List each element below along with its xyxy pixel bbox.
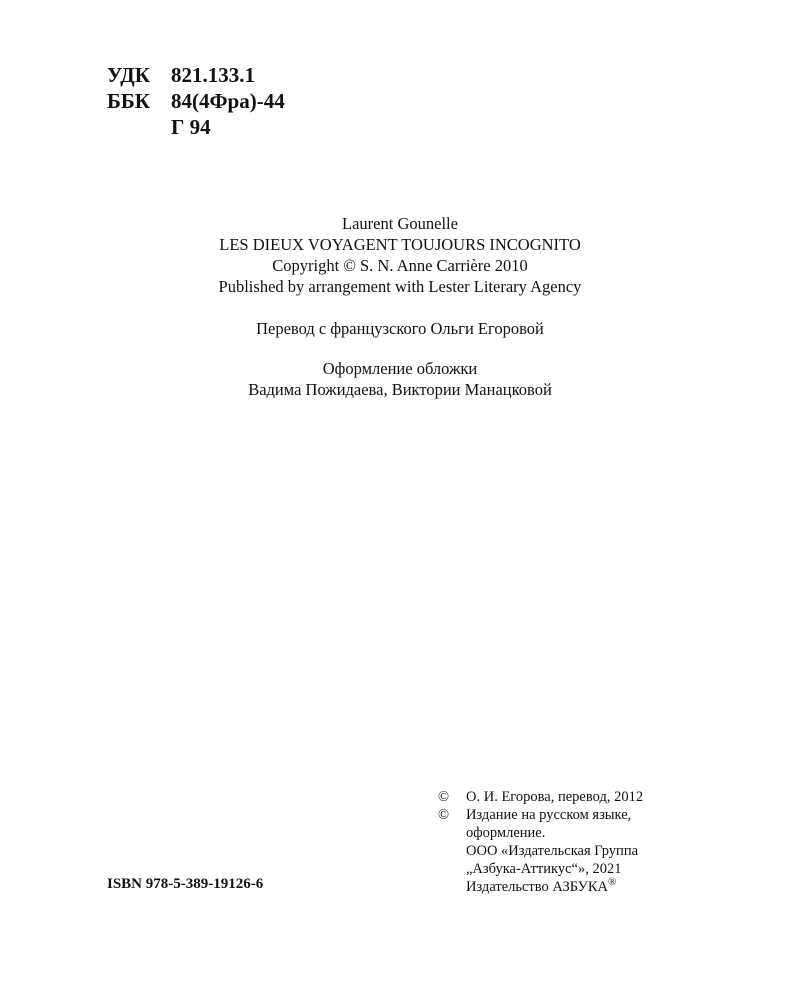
copyright-entry-body (466, 788, 643, 806)
copyright-line: Издание на русском языке, (466, 807, 632, 823)
bbk-label: ББК (107, 89, 150, 113)
cover-design-credit (0, 358, 800, 400)
original-edition-credits (0, 213, 800, 297)
registered-trademark-mark: ® (608, 876, 617, 889)
copyright-line-publisher (466, 878, 638, 896)
copyright-line: ООО «Издательская Группа (466, 843, 639, 859)
copyright-line: О. И. Егорова, перевод, 2012 (466, 789, 644, 805)
cover-design-line-2: Вадима Пожидаева, Виктории Манацковой (248, 380, 552, 399)
cover-design-line-1: Оформление обложки (322, 359, 478, 378)
copyright-entry-translation (438, 788, 643, 806)
udk-value: 821.133.1 (171, 63, 255, 87)
publisher-name: Издательство АЗБУКА (466, 879, 608, 895)
isbn: ISBN 978-5-389-19126-6 (107, 876, 264, 892)
udk-label: УДК (107, 63, 150, 87)
copyright-symbol: © (438, 789, 450, 805)
copyright-entry-edition (438, 806, 643, 896)
original-title: LES DIEUX VOYAGENT TOUJOURS INCOGNITO (219, 235, 581, 254)
bbk-row (107, 88, 285, 114)
copyright-entry-body (466, 806, 638, 896)
translator-credit (0, 318, 800, 339)
bbk-value: 84(4Фра)-44 (171, 89, 285, 113)
copyright-symbol: © (438, 807, 450, 823)
copyright-notices (438, 788, 643, 896)
classification-block (107, 62, 285, 140)
author-mark: Г 94 (171, 115, 211, 139)
original-copyright: Copyright © S. N. Anne Carrière 2010 (272, 256, 528, 275)
publication-note: Published by arrangement with Lester Literary Agency (218, 277, 582, 296)
copyright-line: „Азбука-Аттикус“», 2021 (466, 861, 622, 877)
original-author: Laurent Gounelle (342, 214, 458, 233)
translator-line: Перевод с французского Ольги Егоровой (256, 319, 544, 338)
copyright-line: оформление. (466, 825, 546, 841)
udk-row (107, 62, 285, 88)
